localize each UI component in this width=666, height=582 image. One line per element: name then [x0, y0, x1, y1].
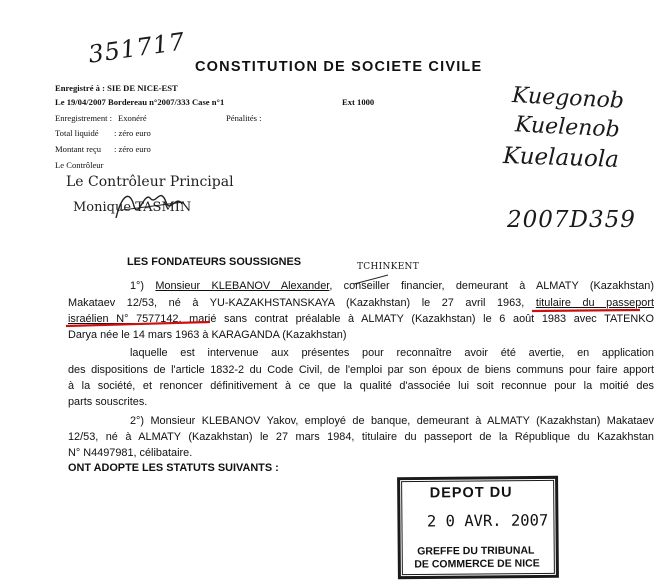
depot-stamp-title: DEPOT DU: [429, 484, 513, 502]
p2-line1: [130, 415, 654, 427]
adopt-heading: ONT ADOPTE LES STATUTS SUIVANTS :: [68, 462, 279, 474]
depot-stamp-line1: GREFFE DU TRIBUNAL: [417, 544, 535, 558]
controleur-principal-stamp: [60, 172, 240, 222]
handwritten-tchinkent: TCHINKENT: [357, 262, 420, 272]
signature-line-3: Kuelauola: [502, 142, 620, 174]
handwritten-ref-number: 2007D359: [507, 207, 636, 233]
controleur-principal-line1: Le Contrôleur Principal: [66, 174, 234, 190]
page-title: CONSTITUTION DE SOCIETE CIVILE: [195, 59, 483, 75]
p1-line1: [130, 280, 654, 292]
signature-line-2: Kuelenob: [514, 112, 621, 143]
p1-l2-a: Makataev 12/53, né à YU-KAZAKHSTANSKAYA (Kazakhstan) le 27 avril 1963,: [68, 297, 525, 309]
registration-montant-label: Montant reçu: [55, 144, 102, 154]
depot-stamp-date: 2 0 AVR. 2007: [426, 511, 549, 531]
p1-l2-b: titulaire du passeport: [535, 297, 654, 309]
p1-l3-a: israélien N° 7577142: [68, 313, 179, 325]
p1b-line1: [130, 347, 654, 359]
registration-montant-value: : zéro euro: [114, 144, 151, 154]
depot-stamp-line2: DE COMMERCE DE NICE: [414, 557, 540, 571]
controleur-principal-line2: Monique TASMIN: [73, 200, 192, 215]
registration-total-label: Total liquidé: [55, 128, 99, 138]
p1b-line2: [68, 364, 654, 376]
registration-penalites: Pénalités :: [226, 113, 262, 123]
p2-l1: 2°) Monsieur KLEBANOV Yakov, employé de banque, demeurant à ALMATY (Kazakhstan) Makataev: [130, 415, 654, 427]
depot-stamp: [397, 475, 560, 579]
registration-line2: Le 19/04/2007 Bordereau n°2007/333 Case n°1: [55, 97, 225, 107]
founders-heading: LES FONDATEURS SOUSSIGNES: [127, 256, 302, 268]
p2-l2: 12/53, né à ALMATY (Kazakhstan) le 27 mars 1984, titulaire du passeport de la République du Kazakhstan: [68, 431, 654, 443]
registration-total-value: : zéro euro: [114, 128, 151, 138]
registration-line1: Enregistré à : SIE DE NICE-EST: [55, 83, 178, 93]
red-underline-marks: [0, 300, 666, 330]
p1-l1-rest: , conseiller financier, demeurant à ALMATY (Kazakhstan): [329, 280, 654, 292]
registration-controleur: Le Contrôleur: [55, 160, 104, 170]
controleur-signature-scribble: [60, 172, 240, 222]
handwritten-doc-number: 351717: [86, 27, 188, 69]
registration-ext: Ext 1000: [342, 97, 375, 107]
p1-num: 1°): [130, 280, 145, 292]
p1b-l1: laquelle est intervenue aux présentes pour reconnaître avoir été avertie, en application: [130, 347, 654, 359]
p1b-line4: parts souscrites.: [68, 396, 148, 408]
p2-line3: N° N4497981, célibataire.: [68, 447, 193, 459]
p2-line2: [68, 431, 654, 443]
p1-name: Monsieur KLEBANOV Alexander: [155, 280, 330, 292]
registration-enreg-value: Exonéré: [118, 113, 147, 123]
signature-line-1: Kuegonob: [511, 83, 625, 114]
p1-l3-b: , marié sans contrat préalable à ALMATY (Kazakhstan) le 6 août 1983 avec TATENKO: [178, 313, 654, 325]
registration-enreg-label: Enregistrement :: [55, 113, 113, 123]
p1b-l2: des dispositions de l'article 1832-2 du Code Civil, de l'emploi par son époux de biens communs pour faire apport: [68, 364, 654, 376]
p1b-l3: à la société, et renoncer définitivement à ce que la qualité d'associée lui soit reconnue pour la moitié des: [68, 380, 654, 392]
p1-line4: Darya née le 14 mars 1963 à KARAGANDA (Kazakhstan): [68, 329, 347, 341]
p1b-line3: [68, 380, 654, 392]
